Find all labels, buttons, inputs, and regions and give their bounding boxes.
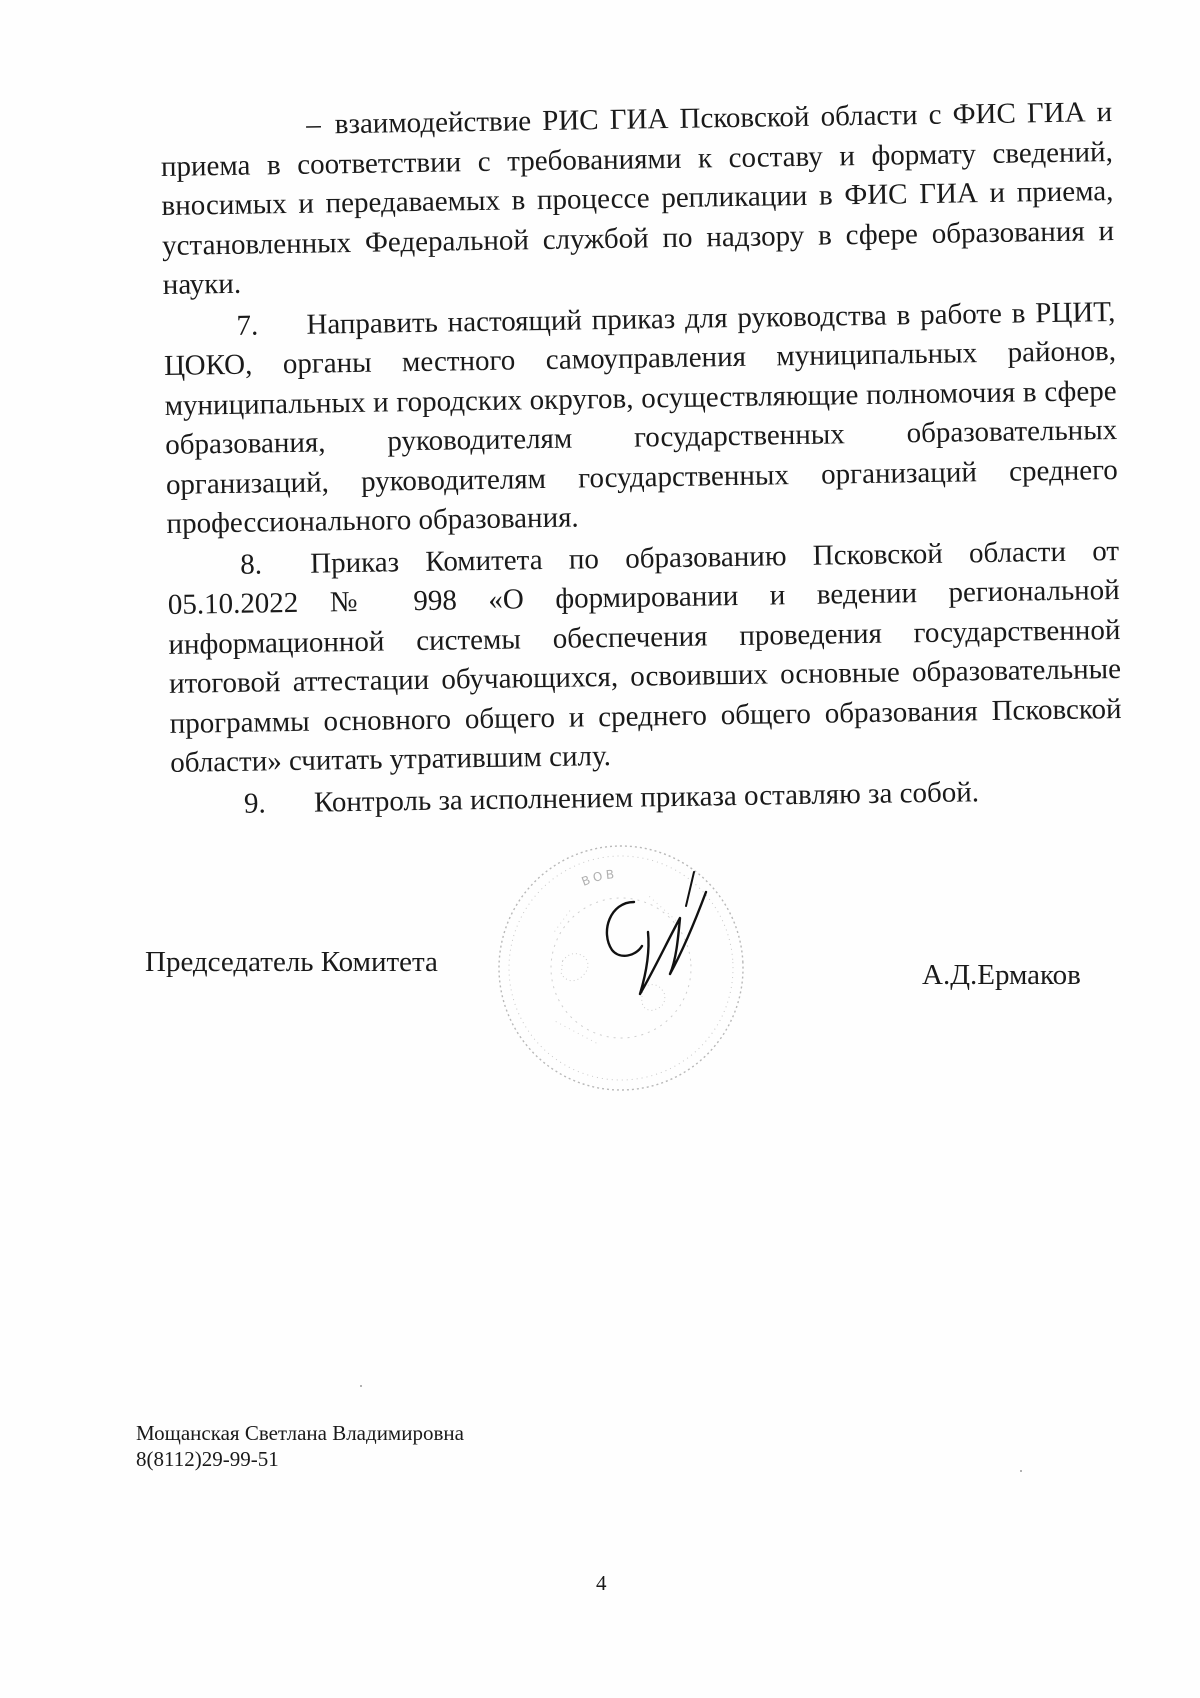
item-8-text: Приказ Комитета по образованию Псковской области от 05.10.2022 № 998 «О формировании и ведении региональной информационной системы обеспечения проведения государственной итоговой аттестации обучающихся, освоивших основные образовательные программы основного общего и среднего общего образования Псковской области» считать утратившим силу. [167, 534, 1122, 779]
handwritten-signature-icon [590, 862, 720, 1012]
seal-text: ВОВ [579, 866, 618, 889]
item-9-number: 9. [243, 786, 266, 820]
page-number: 4 [596, 1571, 607, 1595]
executor-phone: 8(8112)29-99-51 [136, 1447, 279, 1471]
executor-info [136, 1420, 464, 1472]
bullet-dash: – [306, 108, 322, 141]
scan-speck [360, 1385, 362, 1387]
signer-name: А.Д.Ермаков [922, 959, 1081, 991]
item-8-paragraph [167, 531, 1123, 783]
bullet-paragraph [160, 93, 1115, 305]
scan-speck [1020, 1470, 1022, 1472]
executor-name: Мощанская Светлана Владимировна [136, 1421, 464, 1445]
bullet-text: взаимодействие РИС ГИА Псковской области с ФИС ГИА и приема в соответствии с требованиями к составу и формату сведений, вносимых и передаваемых в процессе репликации в ФИС ГИА и приема, установленных Федеральной службой по надзору в сфере образования и науки. [160, 96, 1115, 301]
item-8-number: 8. [239, 547, 263, 581]
item-7-number: 7. [236, 308, 259, 342]
document-body [160, 93, 1123, 827]
item-7-text: Направить настоящий приказ для руководства в работе в РЦИТ, ЦОКО, органы местного самоуправления муниципальных районов, муниципальных и городских округов, осуществляющие полномочия в сфере образования, руководителям государственных образовательных организаций, руководителям государственных организаций среднего профессионального образования. [163, 295, 1119, 540]
signer-role: Председатель Комитета [145, 946, 438, 978]
item-7-paragraph [163, 293, 1119, 545]
item-9-text: Контроль за исполнением приказа оставляю за собой. [313, 775, 980, 819]
